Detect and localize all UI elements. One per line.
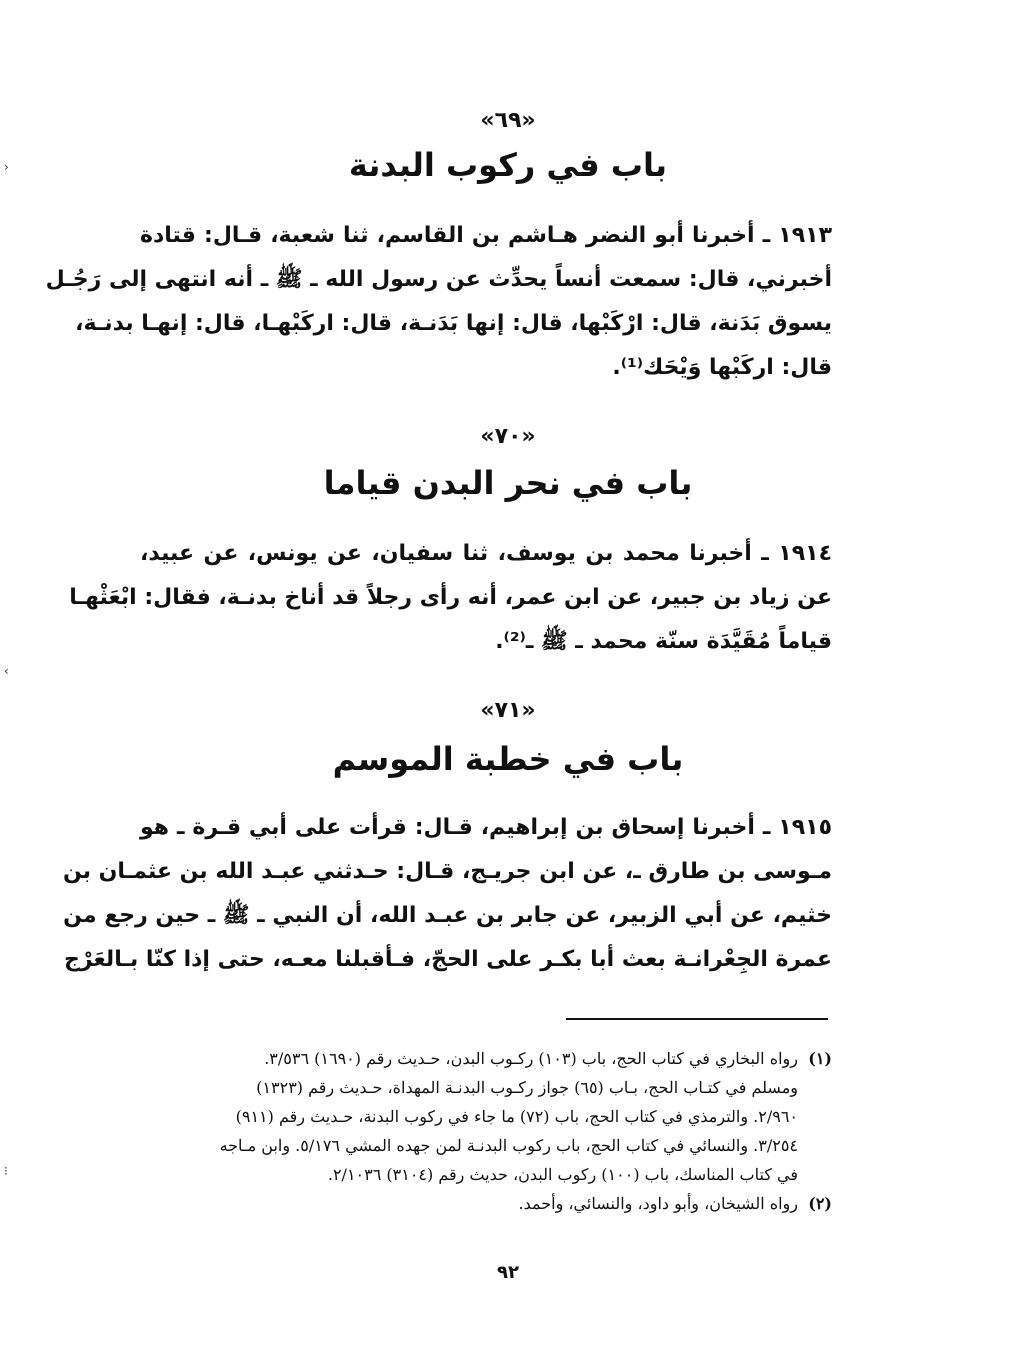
chapter-title: باب في ركوب البدنة	[348, 146, 668, 184]
hadith-line: يسوق بَدَنة، قال: ارْكَبْها، قال: إنها بَدَنـة، قال: اركَبْهـا، قال: إنهـا بدنـة،	[75, 311, 832, 336]
hadith-line: أخبرني، قال: سمعت أنساً يحدِّث عن رسول الله ـ ﷺ ـ أنه انتهى إلى رَجُـل	[45, 267, 832, 292]
footnote-2	[140, 1189, 832, 1218]
page-number: ٩٢	[497, 1262, 519, 1283]
footnote-text: رواه البخاري في كتاب الحج، باب (١٠٣) ركـوب البدن، حـديث رقم (١٦٩٠) ٣/٥٣٦.	[264, 1049, 798, 1068]
chapter-number: «٧٠»	[480, 424, 536, 449]
hadith-line: ١٩١٤ ـ أخبرنا محمد بن يوسف، ثنا سفيان، عن يونس، عن عبيد،	[140, 541, 832, 566]
scan-edge-mark: ›	[4, 160, 9, 174]
footnote-marker: (١)	[808, 1049, 832, 1068]
hadith-text	[69, 532, 832, 664]
scan-edge-mark: ⁝	[4, 1164, 8, 1178]
footnote-line	[140, 1044, 832, 1073]
footnote-line: في كتاب المناسك، باب (١٠٠) ركوب البدن، حديث رقم (٣١٠٤) ٢/١٠٣٦.	[327, 1165, 798, 1184]
footnote-line: ٢/٩٦٠. والترمذي في كتاب الحج، باب (٧٢) ما جاء في ركوب البدنة، حـديث رقم (٩١١)	[235, 1107, 798, 1126]
footnote-line: ٣/٢٥٤. والنسائي في كتاب الحج، باب ركوب البدنـة لمن جهده المشي ٥/١٧٦. وابن مـاجه	[219, 1136, 798, 1155]
chapter-number: «٧١»	[480, 698, 536, 723]
hadith-line: عمرة الجِعْرانـة بعث أبا بكـر على الحجّ، فـأقبلنا معـه، حتى إذا كنّا بـالعَرْج	[63, 947, 832, 972]
footnote-marker: (٢)	[808, 1194, 832, 1213]
scan-edge-mark: ‹	[4, 664, 9, 678]
hadith-text	[62, 806, 832, 982]
footnotes	[140, 1044, 832, 1218]
footnote-line	[140, 1189, 832, 1218]
hadith-line: عن زياد بن جبير، عن ابن عمر، أنه رأى رجلاً قد أناخ بدنـة، فقال: ابْعَثْهـا	[69, 585, 832, 610]
hadith-line: ١٩١٥ ـ أخبرنا إسحاق بن إبراهيم، قـال: قرأت على أبي قـرة ـ هو	[140, 815, 832, 840]
hadith-text	[45, 214, 832, 390]
footnote-1	[140, 1044, 832, 1189]
hadith-line: قال: اركَبْها وَيْحَك⁽¹⁾.	[612, 355, 832, 380]
chapter-title: باب في نحر البدن قياما	[323, 464, 693, 502]
footnote-text: رواه الشيخان، وأبو داود، والنسائي، وأحمد.	[518, 1194, 798, 1213]
hadith-line: خثيم، عن أبي الزبير، عن جابر بن عبـد الله، أن النبي ـ ﷺ ـ حين رجع من	[63, 903, 832, 928]
footnote-line: ومسلم في كتـاب الحج، بـاب (٦٥) جواز ركـوب البدنـة المهداة، حـديث رقم (١٣٢٣)	[256, 1078, 798, 1097]
hadith-line: قياماً مُقَيَّدَة سنّة محمد ـ ﷺ ـ⁽²⁾.	[495, 629, 832, 654]
footnote-separator	[566, 1018, 828, 1020]
hadith-line: مـوسى بن طارق ـ، عن ابن جريـج، قـال: حـدثني عبـد الله بن عثمـان بن	[62, 859, 832, 884]
chapter-number: «٦٩»	[480, 108, 536, 133]
chapter-title: باب في خطبة الموسم	[332, 740, 684, 778]
hadith-line: ١٩١٣ ـ أخبرنا أبو النضر هـاشم بن القاسم، ثنا شعبة، قـال: قتادة	[140, 223, 832, 248]
